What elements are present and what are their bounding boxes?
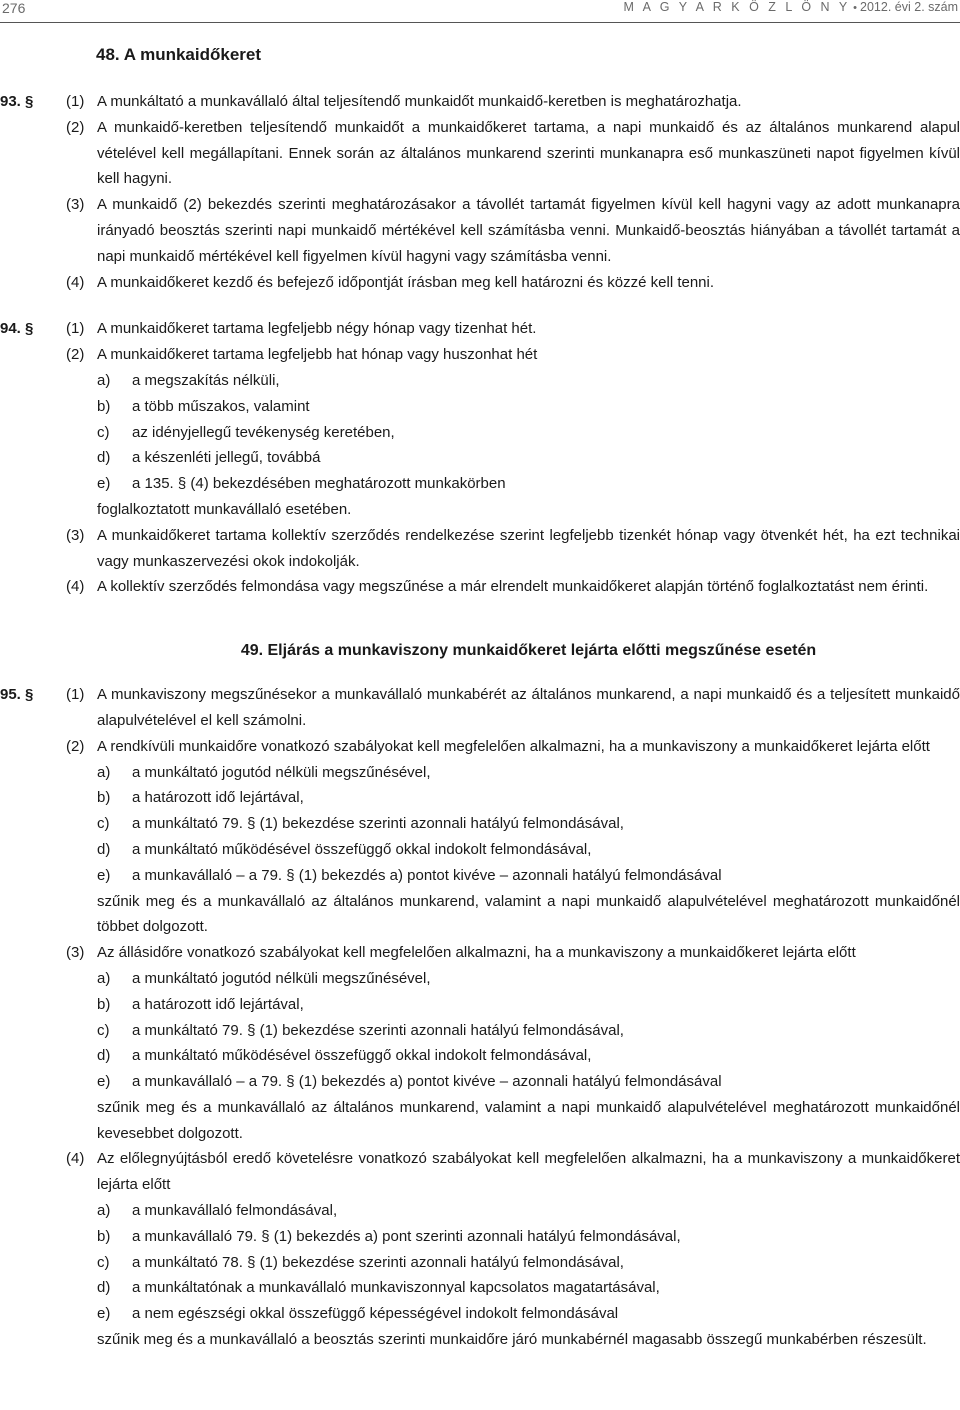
list-item-label: e) [97,475,111,493]
subsection-heading: 49. Eljárás a munkaviszony munkaidőkeret lejárta előtti megszűnése esetén [240,642,817,660]
list-item-text: a munkavállaló felmondásával, [132,1202,338,1220]
paragraph [0,342,960,368]
paragraph-text: Az állásidőre vonatkozó szabályokat kell megfelelően alkalmazni, ha a munkaviszony a munkaidőkeret lejárta előtt [97,944,856,962]
list-item-label: c) [97,815,110,833]
list-item-label: e) [97,1305,111,1323]
paragraph-number: (1) [66,686,85,704]
list-item [0,445,960,471]
paragraph [0,1146,960,1198]
list-item-text: a több műszakos, valamint [132,397,310,415]
paragraph [0,940,960,966]
paragraph-number: (4) [66,273,85,291]
paragraph-closing: szűnik meg és a munkavállaló az általános munkarend, valamint a napi munkaidő alapulvételével meghatározott munkaidőnél többet dolgozott. [97,892,960,936]
list-item [0,966,960,992]
list-item [0,1250,960,1276]
list-item-text: a készenléti jellegű, továbbá [132,449,321,467]
chapter-title: 48. A munkaidőkeret [96,45,262,64]
list-item [0,368,960,394]
section-94 [0,316,960,600]
list-item-label: d) [97,1047,111,1065]
list-item-text: a megszakítás nélküli, [132,371,280,389]
list-item [0,837,960,863]
paragraph-closing: szűnik meg és a munkavállaló az általános munkarend, valamint a napi munkaidő alapulvételével meghatározott munkaidőnél kevesebbet dolgozott. [97,1098,960,1142]
paragraph [0,734,960,760]
list-item-label: a) [97,371,111,389]
paragraph [0,523,960,575]
paragraph-text: A munkaidőkeret tartama kollektív szerződés rendelkezése szerint legfeljebb tizenkét hónap vagy ötvenkét hét, ha ezt technikai vagy munkaszervezési okok indokolják. [97,526,960,570]
section-gap [0,295,960,316]
issue-label: 2012. évi 2. szám [860,0,958,14]
list-item-label: d) [97,1279,111,1297]
paragraph-number: (2) [66,118,85,136]
list-item-label: c) [97,1253,110,1271]
paragraph [0,192,960,269]
paragraph-text: A munkaidő (2) bekezdés szerinti meghatározásakor a távollét tartamát figyelmen kívül kell hagyni vagy az adott munkanapra irányadó beosztás szerinti napi munkaidő mértékével kell számításba venni. Munkaidő-beosztás hiányában a távollét tartamát a napi munkaidő mértékével kell figyelmen kívül hagyni vagy számításba venni. [97,196,960,265]
paragraph-text: A munkaviszony megszűnésekor a munkavállaló munkabérét az általános munkarend, a napi munkaidő és a teljesített munkaidő alapulvételével el kell számolni. [97,686,960,729]
paragraph [0,682,960,734]
list-item [0,992,960,1018]
page-number: 276 [2,0,26,16]
list-item-text: a munkáltató működésével összefüggő okkal indokolt felmondásával, [132,840,592,858]
paragraph-number: (2) [66,737,85,755]
list-item [0,1018,960,1044]
section-95 [0,682,960,1353]
list-item [0,760,960,786]
list-item [0,811,960,837]
paragraph-text: A rendkívüli munkaidőre vonatkozó szabályokat kell megfelelően alkalmazni, ha a munkaviszony a munkaidőkeret lejárta előtt [97,737,930,755]
list-item-text: a nem egészségi okkal összefüggő képességével indokolt felmondásával [132,1305,619,1323]
list-item-text: a határozott idő lejártával, [132,995,304,1013]
paragraph [0,115,960,192]
list-item-label: b) [97,1227,111,1245]
paragraph-text: A kollektív szerződés felmondása vagy megszűnése a már elrendelt munkaidőkeret alapján történő foglalkoztatást nem érinti. [97,578,929,596]
list-item [0,1275,960,1301]
list-item [0,420,960,446]
list-item-label: b) [97,397,111,415]
paragraph-closing: foglalkoztatott munkavállaló esetében. [97,500,352,518]
list-item-text: a munkáltató jogutód nélküli megszűnésével, [132,969,431,987]
paragraph-number: (3) [66,526,85,544]
list-item-text: az idényjellegű tevékenység keretében, [132,423,395,441]
list-item-text: a munkáltató 79. § (1) bekezdése szerinti azonnali hatályú felmondásával, [132,815,624,833]
list-item-text: a munkáltatónak a munkavállaló munkaviszonnyal kapcsolatos magatartásával, [132,1279,660,1297]
list-item [0,471,960,497]
paragraph-number: (4) [66,1150,85,1168]
paragraph-text: A munkaidőkeret tartama legfeljebb négy hónap vagy tizenhat hét. [97,320,537,338]
section-number: 95. § [0,686,34,704]
list-item-label: a) [97,1202,111,1220]
paragraph-text: A munkaidő-keretben teljesítendő munkaidőt a munkaidőkeret tartama, a napi munkaidő és az általános munkarend alapul vételével kell megállapítani. Ennek során az általános munkarend szerinti munkanapra eső munkaszüneti napot figyelmen kívül kell hagyni. [97,118,960,188]
paragraph-text: A munkaidőkeret kezdő és befejező időpontját írásban meg kell határozni és közzé kell tenni. [97,273,715,291]
list-item-label: e) [97,866,111,884]
list-item-label: e) [97,1073,111,1091]
paragraph-number: (3) [66,944,85,962]
list-item-text: a határozott idő lejártával, [132,789,304,807]
section-number: 93. § [0,93,34,110]
paragraph [0,316,960,342]
section-number: 94. § [0,320,34,338]
list-item-text: a munkáltató működésével összefüggő okkal indokolt felmondásával, [132,1047,592,1065]
list-item-text: a 135. § (4) bekezdésében meghatározott munkakörben [132,475,506,493]
bullet-separator: • [853,2,858,14]
list-item [0,1043,960,1069]
list-item-text: a munkavállaló 79. § (1) bekezdés a) pont szerinti azonnali hatályú felmondásával, [132,1227,681,1245]
list-item-label: d) [97,840,111,858]
list-item [0,1224,960,1250]
paragraph [0,270,960,296]
paragraph-number: (3) [66,196,85,214]
paragraph-number: (4) [66,578,85,596]
list-item-text: a munkáltató 78. § (1) bekezdése szerinti azonnali hatályú felmondásával, [132,1253,624,1271]
paragraph-text: A munkaidőkeret tartama legfeljebb hat hónap vagy huszonhat hét [97,346,538,364]
page-header [0,0,960,23]
document-body [0,89,960,1353]
paragraph [0,574,960,600]
list-item-text: a munkáltató jogutód nélküli megszűnésével, [132,763,431,781]
paragraph-closing: szűnik meg és a munkavállaló a beosztás szerinti munkaidőre járó munkabérnél magasabb összegű munkabérben részesült. [97,1331,927,1349]
journal-name: M A G Y A R K Ö Z L Ö N Y [623,0,851,14]
list-item-label: d) [97,449,111,467]
list-item-label: a) [97,763,111,781]
list-item-label: a) [97,969,111,987]
paragraph [0,89,960,115]
list-item-label: c) [97,1021,110,1039]
paragraph-number: (1) [66,93,85,110]
paragraph-number: (1) [66,320,85,338]
paragraph-number: (2) [66,346,85,364]
list-item-label: b) [97,995,111,1013]
list-item [0,863,960,889]
section-93 [0,89,960,295]
list-item-text: a munkavállaló – a 79. § (1) bekezdés a) pontot kivéve – azonnali hatályú felmondásával [132,1073,722,1091]
list-item [0,1069,960,1095]
list-item [0,394,960,420]
paragraph-text: Az előlegnyújtásból eredő követelésre vonatkozó szabályokat kell megfelelően alkalmazni, ha a munkaviszony a munkaidőkeret lejárta előtt [97,1150,960,1194]
list-item [0,1301,960,1327]
list-item-text: a munkáltató 79. § (1) bekezdése szerinti azonnali hatályú felmondásával, [132,1021,624,1039]
paragraph-text: A munkáltató a munkavállaló által teljesítendő munkaidőt munkaidő-keretben is meghatározhatja. [97,93,742,110]
list-item-label: b) [97,789,111,807]
list-item-text: a munkavállaló – a 79. § (1) bekezdés a) pontot kivéve – azonnali hatályú felmondásával [132,866,722,884]
journal-title [623,0,958,14]
list-item [0,785,960,811]
list-item [0,1198,960,1224]
list-item-label: c) [97,423,110,441]
